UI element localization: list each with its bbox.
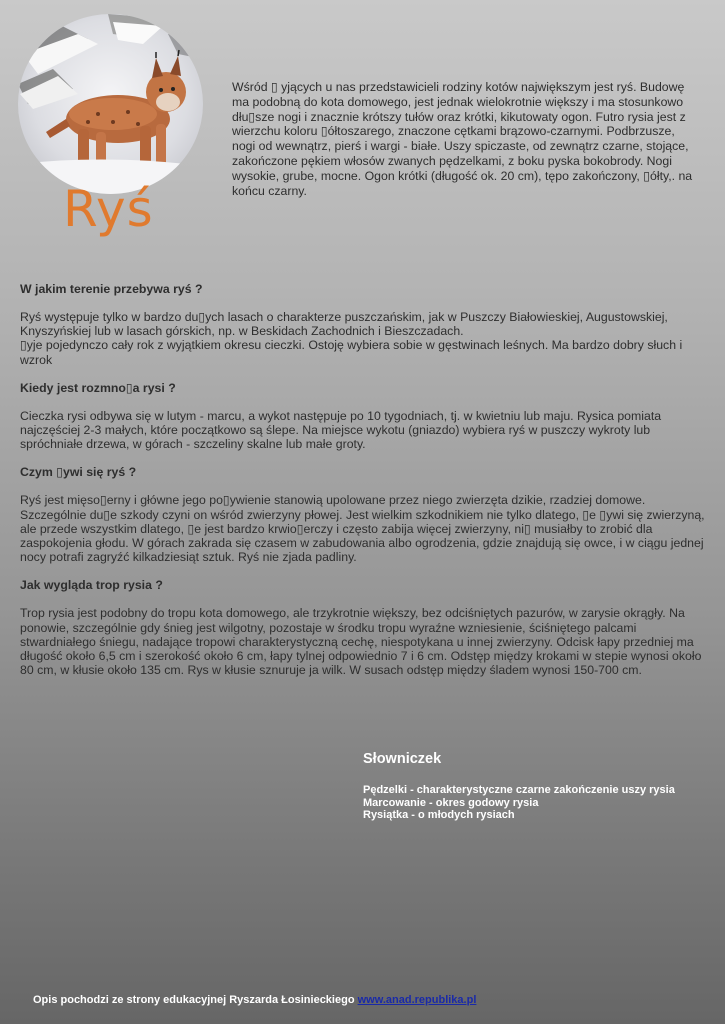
- section-heading: Czym ▯ywi się ryś ?: [20, 465, 137, 480]
- section-text: Ryś jest mięso▯erny i główne jego po▯ywienie stanowią upolowane przez niego zwierzęta dzikie, rzadziej domowe. Szczególnie du▯e szkody czyni on wśród zwierzyny płowej. Jest wielkim szkodnikiem nie tylko dlatego, ▯e ▯ywi się zwierzyną, ale przede wszystkim dlatego, ▯e jest bardzo krwio▯erczy i często zabija więcej zwierzyny, ni▯ musiałby to zrobić dla zaspokojenia głodu. W górach zakrada się czasem w zabudowania albo ogrodzenia, gdzie znajdują się owce, i w ciągu jednej nocy potrafi zagryźć kilkadziesiąt sztuk. Ryś nie zjada padliny.: [20, 493, 705, 565]
- footer-text: Opis pochodzi ze strony edukacyjnej Ryszarda Łosinieckiego: [33, 994, 358, 1006]
- glossary-entry: Rysiątka - o młodych rysiach: [363, 809, 515, 821]
- intro-paragraph: Wśród ▯ yjących u nas przedstawicieli rodziny kotów największym jest ryś. Budowę ma podobną do kota domowego, jest jednak wielokrotnie większy i ma stosunkowo dłu▯sze nogi i znacznie krótszy tułów oraz krótki, kikutowaty ogon. Futro rysia jest z wierzchu koloru ▯ółtoszarego, znaczone cętkami brązowo-czarnymi. Podbrzusze, nogi od wewnątrz, pierś i wargi - białe. Uszy spiczaste, od zewnątrz czarne, stojące, zakończone pękiem włosów zwanych pędzelkami, z boku pyska bokobrody. Nogi wysokie, grube, mocne. Ogon krótki (długość ok. 20 cm), tępo zakończony, ▯ółty,. na końcu czarny.: [232, 80, 693, 198]
- page-title: Ryś: [63, 180, 154, 238]
- section-text: Trop rysia jest podobny do tropu kota domowego, ale trzykrotnie większy, bez odciśniętych pazurów, w zarysie okrągły. Na ponowie, szczególnie gdy śnieg jest wilgotny, pozostaje w środku tropu wyraźne wzniesienie, ściśniętego palcami stwardniałego śniegu, nadające tropowi charakterystyczną cechę, niespotykana u innej zwierzyny. Odcisk łapy przedniej ma długość około 6,5 cm i szerokość około 6 cm, łapy tylnej odpowiednio 7 i 6 cm. Odstęp między krokami w stepie wynosi około 80 cm, w kłusie około 135 cm. Rys w kłusie sznuruje ja wilk. W susach odstęp między śladem wynosi 150-700 cm.: [20, 606, 702, 678]
- article-content: [20, 282, 705, 691]
- glossary-entry: Pędzelki - charakterystyczne czarne zakończenie uszy rysia: [363, 784, 675, 796]
- section-text: [20, 310, 705, 367]
- section-text-part: Ryś występuje tylko w bardzo du▯ych lasach o charakterze puszczańskim, jak w Puszczy Białowieskiej, Augustowskiej, Knyszyńskiej lub w lasach górskich, np. w Beskidach Zachodnich i Bieszczadach.: [20, 310, 668, 339]
- section-heading: Jak wygląda trop rysia ?: [20, 578, 163, 593]
- glossary-entry: Marcowanie - okres godowy rysia: [363, 796, 539, 809]
- footer: [33, 994, 476, 1006]
- glossary-heading: Słowniczek: [363, 751, 442, 767]
- lynx-photo: [18, 14, 203, 194]
- section-heading: W jakim terenie przebywa ryś ?: [20, 282, 203, 296]
- glossary: [363, 751, 703, 822]
- section-text: Cieczka rysi odbywa się w lutym - marcu, a wykot następuje po 10 tygodniach, tj. w kwietniu lub maju. Rysica pomiata najczęściej 2-3 małych, które początkowo są ślepe. Na miejsce wykotu (gniazdo) wybiera ryś w puszczy wykroty lub spróchniałe drzewa, w górach - szczeliny skalne lub małe groty.: [20, 408, 662, 452]
- section-text-part: ▯yje pojedynczo cały rok z wyjątkiem okresu cieczki. Ostoję wybiera sobie w gęstwinach leśnych. Ma bardzo dobry słuch i wzrok: [20, 338, 683, 367]
- section-heading: Kiedy jest rozmno▯a rysi ?: [20, 380, 176, 395]
- footer-link[interactable]: www.anad.republika.pl: [357, 994, 477, 1006]
